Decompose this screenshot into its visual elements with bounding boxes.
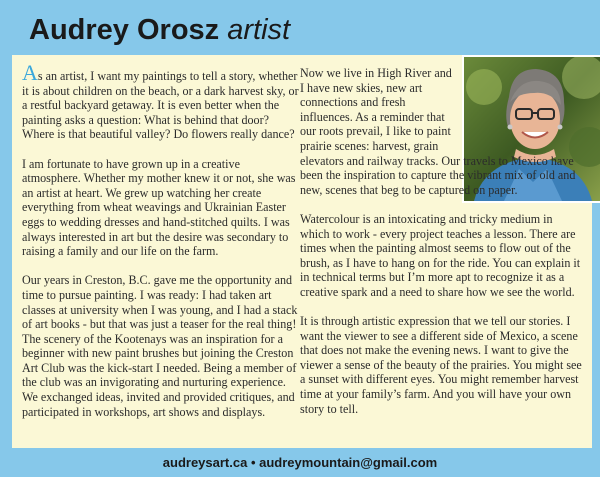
bio-paragraph: I am fortunate to have grown up in a creative atmosphere. Whether my mother knew it or not, she was an artist at heart. We grew up watching her create everything from wheat weavings and Ukrainian Easter eggs to wedding dresses and hand-stitched quilts. I was always interested in art but the desire was secondary to raising a family and our life on the farm. xyxy=(22,156,296,259)
bio-paragraph: Our years in Creston, B.C. gave me the opportunity and time to pursue painting. I was ready: I had taken art classes at university when I was young, and I had a stack of art books - but that was just a teaser for the real thing! The scenery of the Kootenays was an inspiration for a beginner with new paint brushes but joining the Creston Art Club was the kick-start I needed. Being a member of the club was an invigorating and nurturing experience. We exchanged ideas, invited and provided critiques, and participated in workshops, art shows and displays. xyxy=(22,273,298,419)
bio-column-right xyxy=(300,66,582,431)
bio-panel xyxy=(12,55,592,448)
artist-role: artist xyxy=(227,14,291,46)
drop-cap: A xyxy=(22,60,38,85)
bio-paragraph: It is through artistic expression that we tell our stories. I want the viewer to see a different side of Mexico, a scene that does not make the evening news. I want to give the viewer a sense of the beauty of the prairies. You might see a sunset with different eyes. You might remember harvest time at your family’s farm. And you will have your own story to tell. xyxy=(300,314,582,416)
contact-footer: audreysart.ca • audreymountain@gmail.com xyxy=(162,455,438,470)
bio-column-left xyxy=(22,60,300,434)
bio-paragraph-text: s an artist, I want my paintings to tell a story, whether it is about children on the beach, or a dark harvest sky, or a restful backyard getaway. It is even better when the painting asks a question: What is behind that door? Where is that beautiful valley? Do flowers really dance? xyxy=(22,69,299,142)
bio-paragraph: Watercolour is an intoxicating and tricky medium in which to work - every project teaches a lesson. There are times when the painting almost seems to flow out of the brush, as I have to hang on for the ride. You can explain it in technical terms but I’m more apt to recognize it as a creative spark and a need to share how we see the world. xyxy=(300,211,581,299)
page-title xyxy=(29,13,290,47)
bio-paragraph xyxy=(22,60,300,142)
artist-name: Audrey Orosz xyxy=(29,14,220,46)
bio-paragraph-wrapped: Now we live in High River and I have new skies, new art connections and fresh influences. As a reminder that our roots prevail, I like to paint prairie scenes: harvest, grain xyxy=(300,66,452,153)
bio-paragraph: elevators and railway tracks. Our travels to Mexico have been the inspiration to capture the vibrant mix of old and new, scenes that beg to be captured on paper. xyxy=(300,153,576,197)
